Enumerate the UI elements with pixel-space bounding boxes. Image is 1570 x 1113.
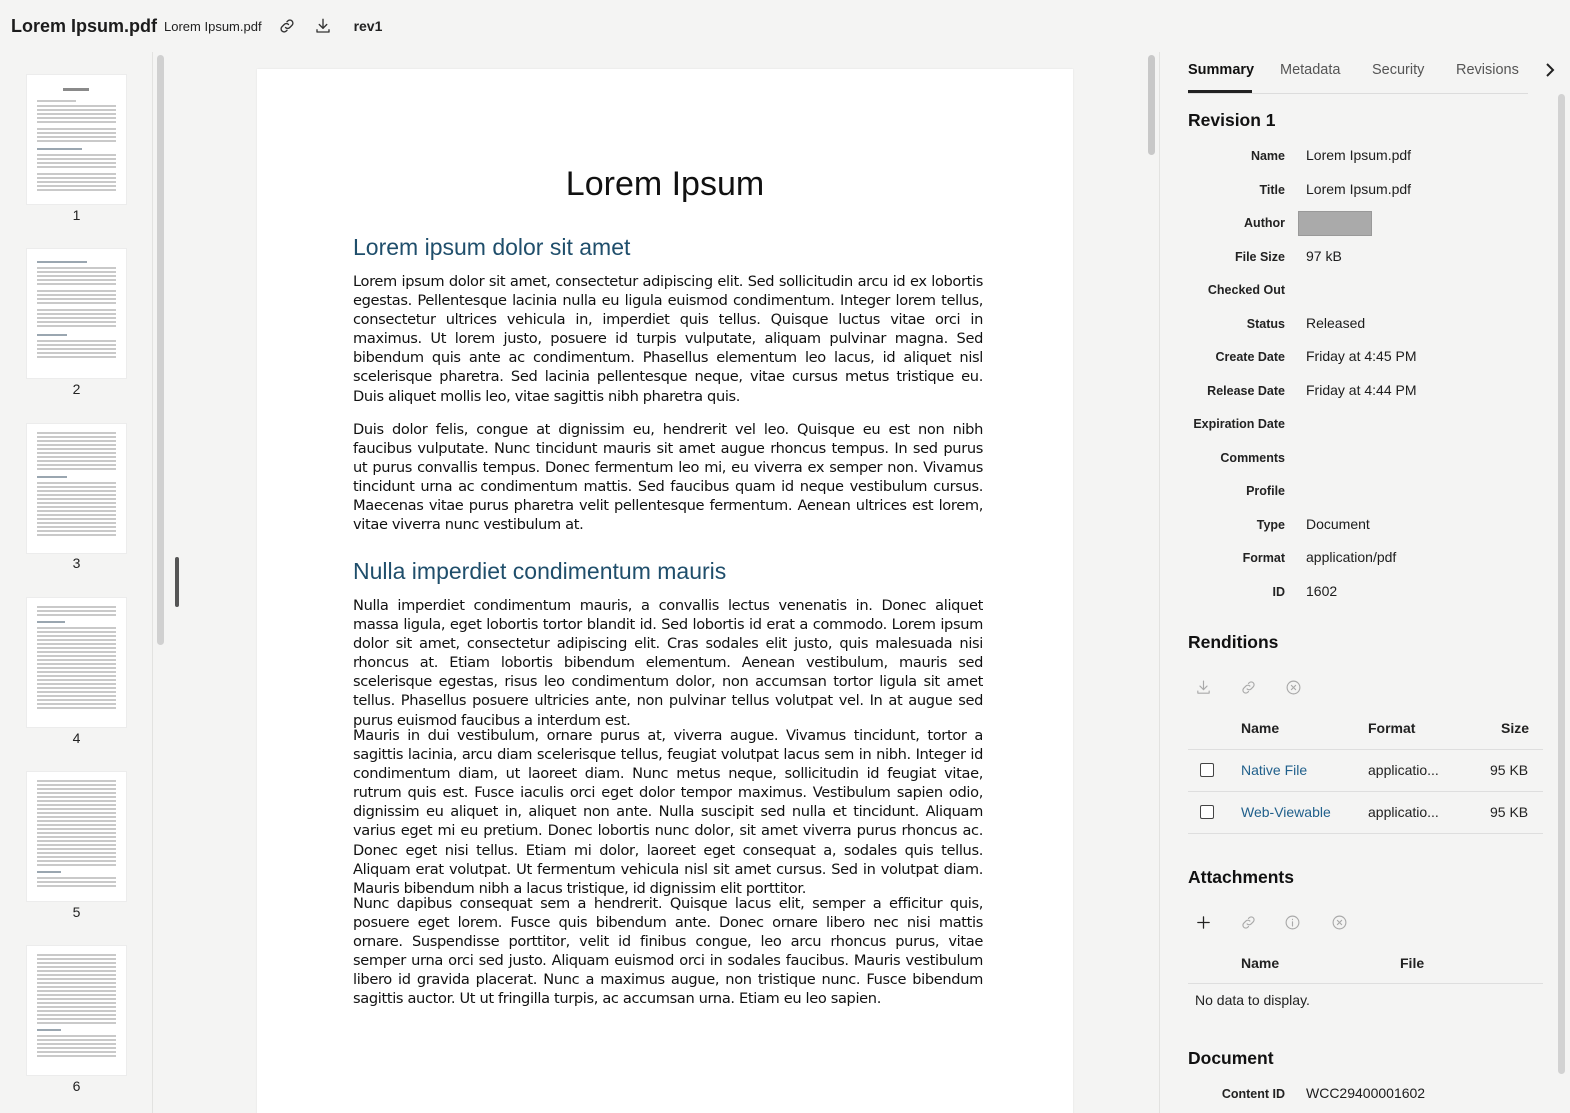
property-value: Lorem Ipsum.pdf: [1306, 181, 1412, 197]
property-value: 97 kB: [1306, 248, 1342, 264]
thumbnail-pane: [0, 52, 153, 1113]
rendition-size: 95 KB: [1490, 762, 1529, 778]
property-label: Type: [1256, 518, 1285, 532]
property-label: Profile: [1246, 484, 1285, 498]
remove-circle-icon[interactable]: [1282, 676, 1304, 698]
paragraph: Duis dolor felis, congue at dignissim eu, hendrerit vel leo. Quisque eu est non nibh faucibus vulputate. Nunc tincidunt mauris sit amet augue rhoncus tempus. In sed purus ut purus convallis tempus. Donec fermentum leo mi, eu viverra ex semper non. Vivamus tincidunt urna ac condimentum mattis. Sed faucibus quam id neque vestibulum cursus. Maecenas vitae purus pharetra velit pellentesque fermentum. Aenean ultrices est lorem, vitae viverra nunc vestibulum at.: [353, 421, 983, 534]
panel-scrollbar[interactable]: [1558, 94, 1565, 1074]
revision-label: rev1: [353, 18, 383, 34]
property-label: Checked Out: [1207, 283, 1285, 297]
divider: [1188, 833, 1543, 834]
rendition-name-link[interactable]: Native File: [1241, 762, 1308, 778]
thumbnail-page-number: 1: [72, 207, 81, 223]
properties-panel: [1159, 52, 1570, 1113]
property-value: Document: [1306, 516, 1370, 532]
remove-circle-icon[interactable]: [1328, 911, 1350, 933]
rendition-format: applicatio...: [1368, 804, 1439, 820]
property-label: Title: [1259, 183, 1285, 197]
paragraph: Mauris in dui vestibulum, ornare purus at, viverra augue. Vivamus tincidunt, tortor a sagittis lacinia, arcu diam scelerisque tellus, feugiat volutpat lacus sem in nibh. Integer id condimentum diam, ut laoreet diam. Nunc metus neque, sollicitudin id feugiat vitae, rutrum quis est. Fusce iaculis orci eget dolor tempor maximus. Vestibulum sapien odio, dignissim eu aliquet in, aliquet non ante. Nulla suscipit sed nulla et tincidunt. Aliquam varius eget mi eu pretium. Donec lobortis nunc dolor, sit amet viverra purus rhoncus ac. Donec eget nisi tellus. Etiam mi dolor, laoreet eget consequat a, sodales quis tellus. Aliquam erat volutpat. Ut fermentum vehicula nisl sit amet cursus. Sed in volutpat diam. Mauris bibendum nibh a lacus tristique, id dignissim elit porttitor.: [353, 727, 983, 897]
column-header-file[interactable]: File: [1400, 955, 1425, 971]
thumbnail-page-number: 5: [72, 904, 81, 920]
property-label: ID: [1272, 585, 1285, 599]
divider: [1188, 749, 1543, 750]
property-value: application/pdf: [1306, 549, 1397, 565]
tab-revisions[interactable]: Revisions: [1456, 62, 1519, 78]
tab-summary[interactable]: Summary: [1188, 62, 1255, 78]
thumbnail-page-number: 2: [72, 381, 81, 397]
document-section-title: Document: [1188, 1048, 1274, 1068]
document-title: Lorem Ipsum.pdf: [11, 15, 158, 36]
chevron-right-icon[interactable]: [1542, 62, 1562, 82]
revision-title: Revision 1: [1188, 110, 1276, 130]
property-value: Friday at 4:44 PM: [1306, 382, 1417, 398]
property-label: Status: [1246, 317, 1285, 331]
thumbnails-scrollbar[interactable]: [157, 55, 164, 645]
paragraph: Nulla imperdiet condimentum mauris, a convallis lectus venenatis in. Donec aliquet massa ligula, eget lobortis tortor blandit id. Sed lobortis id erat a commodo. Lorem ipsum dolor sit amet, consectetur adipiscing elit. Cras sodales elit justo, quis malesuada nisi rhoncus at. Etiam lobortis bibendum elementum. Aenean vestibulum, mauris sed scelerisque egestas, risus leo condimentum dolor, non accumsan tortor ligula sit amet tellus. Phasellus posuere ultricies ante, non pulvinar tellus volutpat vel. In at augue sed purus euismod faucibus a interdum est.: [353, 597, 983, 729]
info-icon[interactable]: [1281, 911, 1303, 933]
download-icon[interactable]: [1192, 676, 1214, 698]
link-icon[interactable]: [1237, 676, 1259, 698]
column-header-format[interactable]: Format: [1368, 720, 1416, 736]
download-icon[interactable]: [312, 15, 334, 37]
thumbnail-page-number: 4: [72, 730, 81, 746]
link-icon[interactable]: [1237, 911, 1259, 933]
document-page: [257, 69, 1073, 1113]
panel-tabs: [1188, 52, 1528, 94]
author-value-redacted: [1298, 211, 1372, 236]
property-value: Lorem Ipsum.pdf: [1306, 147, 1412, 163]
attachments-title: Attachments: [1188, 867, 1294, 887]
property-label: Name: [1250, 149, 1285, 163]
column-header-name[interactable]: Name: [1241, 720, 1280, 736]
renditions-title: Renditions: [1188, 632, 1279, 652]
property-label: File Size: [1234, 250, 1285, 264]
paragraph: Lorem ipsum dolor sit amet, consectetur adipiscing elit. Sed sollicitudin arcu id ex lobortis egestas. Pellentesque lacinia nulla eu ligula euismod condimentum. Integer lorem tellus, consectetur ultrices vehicula in, imperdiet quis tellus. Quisque luctus vitae orci in maximus. Ut lorem justo, posuere id turpis vulputate, aliquam pulvinar magna. Sed bibendum quis ante ac condimentum. Phasellus elementum leo lacus, id aliquet nisl scelerisque pharetra. Sed lacinia pellentesque neque, vitae cursus metus tristique eu. Duis aliquet mollis leo, vitae sagittis nibh pharetra quis.: [353, 273, 983, 405]
link-icon[interactable]: [276, 15, 298, 37]
rendition-size: 95 KB: [1490, 804, 1529, 820]
tab-metadata[interactable]: Metadata: [1280, 62, 1341, 78]
paragraph: Nunc dapibus consequat sem a hendrerit. Quisque lacus elit, semper a efficitur quis, posuere eget lorem. Fusce quis bibendum ante. Donec ornare libero nec nisi mattis ornare. Suspendisse porttitor, velit id finibus congue, leo arcu rhoncus purus, vitae semper urna orci sed justo. Aliquam euismod orci in sodales faucibus. Mauris vestibulum libero id gravida placerat. Nunc a maximus augue, non tristique nunc. Fusce bibendum sagittis auctor. Ut ut fringilla turpis, ac accumsan urna. Etiam eu leo sapien.: [353, 895, 983, 1008]
property-label: Create Date: [1215, 350, 1285, 364]
property-label: Author: [1244, 216, 1285, 230]
property-value: Friday at 4:45 PM: [1306, 348, 1417, 364]
property-label: Expiration Date: [1193, 417, 1285, 431]
row-checkbox[interactable]: [1200, 805, 1214, 819]
property-value: WCC29400001602: [1306, 1085, 1426, 1101]
viewer-scrollbar[interactable]: [1148, 55, 1155, 155]
section-heading: Nulla imperdiet condimentum mauris: [353, 558, 727, 584]
page-thumbnail-1[interactable]: [27, 75, 126, 204]
divider: [1188, 791, 1543, 792]
page-title: Lorem Ipsum: [565, 165, 765, 203]
active-tab-indicator: [1188, 90, 1252, 93]
section-heading: Lorem ipsum dolor sit amet: [353, 234, 631, 260]
top-bar: [0, 0, 1570, 52]
page-thumbnail-6[interactable]: [27, 946, 126, 1075]
property-label: Content ID: [1221, 1087, 1285, 1101]
add-icon[interactable]: [1192, 911, 1214, 933]
property-label: Format: [1242, 551, 1285, 565]
divider: [1188, 983, 1543, 984]
column-header-size[interactable]: Size: [1501, 720, 1530, 736]
left-pane-splitter[interactable]: [175, 557, 179, 607]
page-thumbnail-5[interactable]: [27, 772, 126, 901]
page-thumbnail-4[interactable]: [27, 598, 126, 727]
rendition-format: applicatio...: [1368, 762, 1439, 778]
property-value: 1602: [1306, 583, 1338, 599]
row-checkbox[interactable]: [1200, 763, 1214, 777]
document-filename: Lorem Ipsum.pdf: [164, 18, 262, 34]
property-value: Released: [1306, 315, 1366, 331]
document-viewer: [184, 52, 1144, 1113]
property-label: Comments: [1220, 451, 1285, 465]
tab-security[interactable]: Security: [1372, 62, 1425, 78]
thumbnail-page-number: 6: [72, 1078, 81, 1094]
property-label: Release Date: [1207, 384, 1285, 398]
column-header-name[interactable]: Name: [1241, 955, 1280, 971]
thumbnail-page-number: 3: [72, 555, 81, 571]
page-thumbnail-2[interactable]: [27, 249, 126, 378]
rendition-name-link[interactable]: Web-Viewable: [1241, 804, 1331, 820]
page-thumbnail-3[interactable]: [27, 424, 126, 553]
empty-table-message: No data to display.: [1195, 992, 1310, 1008]
